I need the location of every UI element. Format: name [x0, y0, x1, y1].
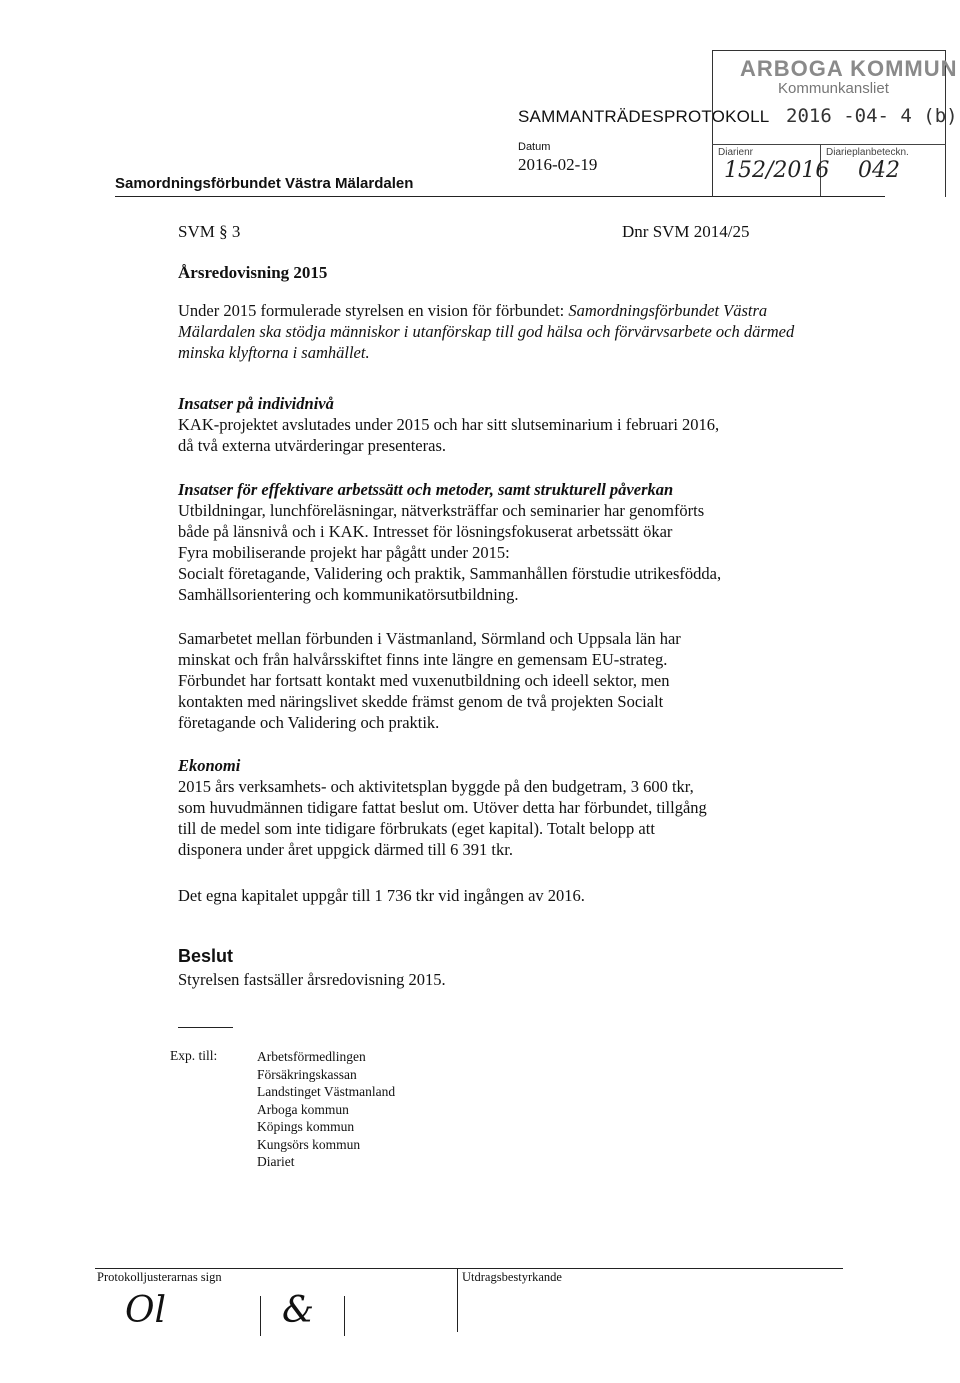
case-number: Dnr SVM 2014/25: [622, 222, 750, 241]
section-line: Förbundet har fortsatt kontakt med vuxenutbildning och ideell sektor, men: [178, 671, 670, 690]
case-title: Årsredovisning 2015: [178, 263, 328, 282]
organization-name: Samordningsförbundet Västra Mälardalen: [115, 175, 414, 192]
footer-rule: [95, 1268, 843, 1269]
stamp-title: ARBOGA KOMMUN: [740, 56, 958, 81]
footer-column-divider: [457, 1268, 458, 1332]
section-line: kontakten med näringslivet skedde främst genom de två projekten Socialt: [178, 692, 664, 711]
distribution-list: [257, 1048, 395, 1171]
equity-statement: Det egna kapitalet uppgår till 1 736 tkr vid ingången av 2016.: [178, 886, 585, 905]
paragraph-reference: SVM § 3: [178, 222, 241, 241]
section-line: 2015 års verksamhets- och aktivitetsplan byggde på den budgetram, 3 600 tkr,: [178, 777, 694, 796]
list-item: Arbetsförmedlingen: [257, 1049, 366, 1064]
vision-paragraph: [178, 300, 798, 363]
decision-text: Styrelsen fastsäller årsredovisning 2015.: [178, 970, 446, 989]
section-line: som huvudmännen tidigare fattat beslut om. Utöver detta har förbundet, tillgång: [178, 798, 707, 817]
section-line: Utbildningar, lunchföreläsningar, nätverksträffar och seminarier har genomförts: [178, 501, 705, 520]
stamp-plan-value: 042: [858, 158, 900, 183]
vision-statement: Samordningsförbundet Västra Mälardalen ska stödja människor i utanförskap till god hälsa och förvärvsarbete och därmed minska klyftorna i samhället.: [178, 301, 795, 362]
section-line: då två externa utvärderingar presenteras.: [178, 436, 446, 455]
date-label: Datum: [518, 141, 551, 153]
list-item: Arboga kommun: [257, 1101, 349, 1117]
meeting-date: 2016-02-19: [518, 155, 598, 174]
list-item: Köpings kommun: [257, 1119, 355, 1134]
adjuster-initials-2: &: [282, 1290, 315, 1331]
stamp-diarie-label: Diarienr: [718, 147, 754, 158]
section-individual: [178, 393, 798, 456]
section-heading-economy: Ekonomi: [178, 756, 241, 775]
section-line: både på länsnivå och i KAK. Intresset för lösningsfokuserat arbetssätt ökar: [178, 522, 673, 541]
distribution-label: Exp. till:: [170, 1048, 218, 1063]
list-item: Diariet: [257, 1154, 295, 1169]
adjusters-sign-label: Protokolljusterarnas sign: [97, 1270, 222, 1284]
section-heading-efficiency: Insatser för effektivare arbetssätt och metoder, samt strukturell påverkan: [178, 480, 674, 499]
stamp-plan-label: Diarieplanbeteckn.: [826, 147, 909, 158]
stamp-subtitle: Kommunkansliet: [778, 80, 889, 97]
section-line: KAK-projektet avslutades under 2015 och har sitt slutseminarium i februari 2016,: [178, 415, 720, 434]
decision-end-rule: [178, 1027, 233, 1028]
signature-divider: [260, 1296, 261, 1336]
section-line: företagande och Validering och praktik.: [178, 713, 440, 732]
list-item: Försäkringskassan: [257, 1066, 357, 1082]
section-line: disponera under året uppgick därmed till 6 391 tkr.: [178, 840, 513, 859]
decision-heading: Beslut: [178, 946, 234, 966]
section-line: Samarbetet mellan förbunden i Västmanland, Sörmland och Uppsala län har: [178, 629, 681, 648]
signature-divider: [344, 1296, 345, 1336]
section-line: Fyra mobiliserande projekt har pågått under 2015:: [178, 543, 510, 562]
section-heading-individual: Insatser på individnivå: [178, 394, 334, 413]
list-item: Landstinget Västmanland: [257, 1084, 396, 1099]
section-line: minskat och från halvårsskiftet finns inte längre en gemensam EU-strateg.: [178, 650, 668, 669]
section-line: Samhällsorientering och kommunikatörsutbildning.: [178, 585, 519, 604]
stamp-diarie-value: 152/2016: [724, 158, 830, 183]
document-type: SAMMANTRÄDESPROTOKOLL: [518, 107, 770, 126]
list-item: Kungsörs kommun: [257, 1136, 361, 1152]
stamp-row-divider: [712, 144, 946, 145]
section-economy: [178, 755, 798, 860]
stamp-received-date: 2016 -04- 4 (b): [786, 105, 958, 127]
adjuster-initials-1: Ol: [125, 1290, 167, 1331]
section-cooperation: [178, 628, 798, 733]
section-efficiency: [178, 479, 818, 605]
certification-label: Utdragsbestyrkande: [462, 1270, 562, 1284]
vision-intro-text: Under 2015 formulerade styrelsen en vision för förbundet:: [178, 301, 569, 320]
section-line: till de medel som inte tidigare förbrukats (eget kapital). Totalt belopp att: [178, 819, 655, 838]
section-line: Socialt företagande, Validering och praktik, Sammanhållen förstudie utrikesfödda,: [178, 564, 722, 583]
